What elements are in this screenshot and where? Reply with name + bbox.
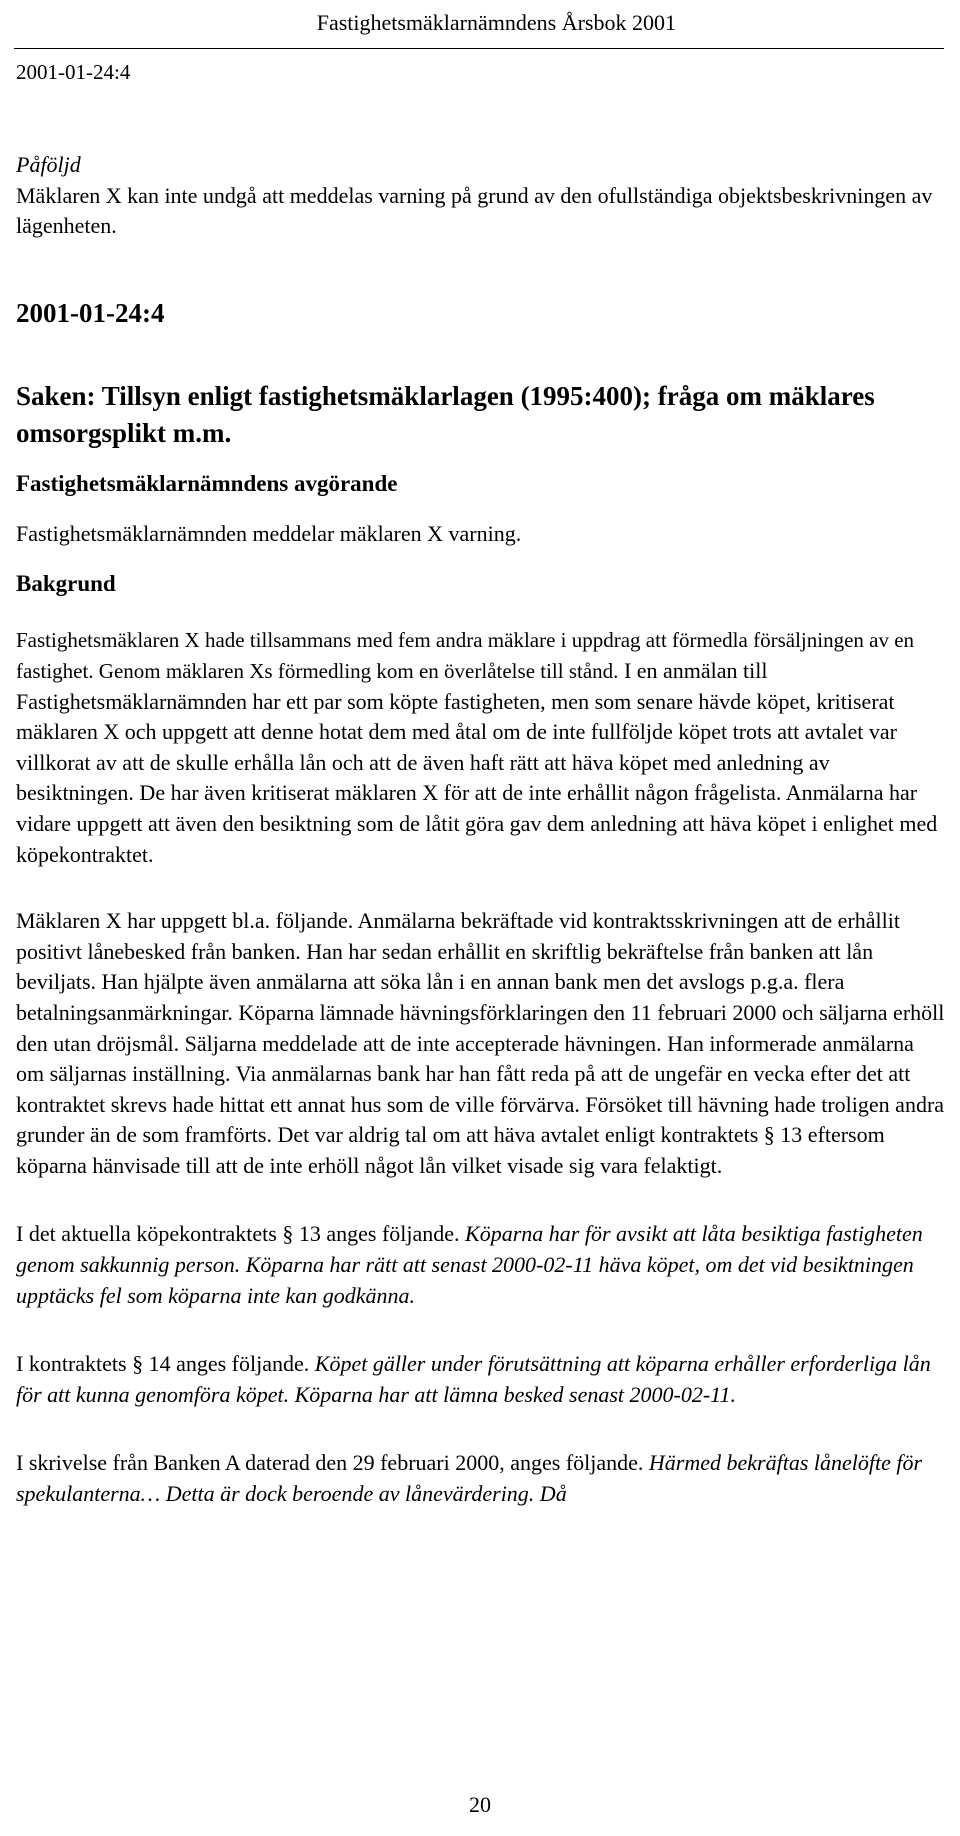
header-divider bbox=[14, 48, 944, 49]
penalty-heading: Påföljd bbox=[16, 152, 81, 177]
background-paragraph-2: Mäklaren X har uppgett bl.a. följande. Anmälarna bekräftade vid kontraktsskrivningen att de erhållit positivt lånebesked från banken. Han har sedan erhållit en skriftlig bekräftelse från banken att lån beviljats. Han hjälpte även anmälarna att söka lån i en annan bank men det avslogs p.g.a. flera betalningsanmärkningar. Köparna lämnade hävningsförklaringen den 11 februari 2000 och säljarna erhöll den utan dröjsmål. Säljarna meddelade att de inte accepterade hävningen. Han informerade anmälarna om säljarnas inställning. Via anmälarnas bank har han fått reda på att de ungefär en vecka efter det att kontraktet skrevs hade hittat ett annat hus som de ville förvärva. Försöket till hävning hade troligen andra grunder än de som framförts. Det var aldrig tal om att häva avtalet enligt kontraktets § 13 eftersom köparna hänvisade till att de inte erhöll något lån vilket visade sig vara felaktigt. bbox=[16, 908, 945, 1178]
background-paragraph-1-intro: Fastighetsmäklaren X hade tillsammans med fem andra mäklare i uppdrag att förmedla försäljningen av en fastighet. Genom mäklaren Xs förmedling kom en överlåtelse till stånd. bbox=[16, 628, 915, 683]
page-number: 20 bbox=[469, 1792, 491, 1817]
contract-clause-14-intro: I kontraktets § 14 anges följande. bbox=[16, 1351, 310, 1377]
contract-clause-13 bbox=[16, 1219, 946, 1311]
bank-letter-paragraph bbox=[16, 1448, 946, 1509]
running-header-title: Fastighetsmäklarnämndens Årsbok 2001 bbox=[316, 10, 676, 35]
background-heading: Bakgrund bbox=[16, 571, 116, 597]
case-subject: Saken: Tillsyn enligt fastighetsmäklarlagen (1995:400); fråga om mäklares omsorgsplikt m.m. bbox=[16, 380, 875, 449]
contract-clause-14 bbox=[16, 1349, 946, 1410]
background-paragraph-1-rest: I en anmälan till Fastighetsmäklarnämnden har ett par som köpte fastigheten, men som senare hävde köpet, kritiserat mäklaren X och uppgett att denne hotat dem med åtal om de inte fullföljde köpet trots att avtalet var villkorat av att de skulle erhålla lån och att de även haft rätt att häva köpet med anledning av besiktningen. De har även kritiserat mäklaren X för att de inte erhållit någon frågelista. Anmälarna har vidare uppgett att även den besiktning som de låtit göra gav dem anledning att häva köpet i enlighet med köpekontraktet. bbox=[16, 657, 938, 867]
penalty-text: Mäklaren X kan inte undgå att meddelas varning på grund av den ofullständiga objektsbeskrivningen av lägenheten. bbox=[16, 182, 933, 239]
case-number: 2001-01-24:4 bbox=[16, 297, 165, 328]
contract-clause-13-quote: Köparna har för avsikt att låta besiktiga fastigheten genom sakkunnig person. Köparna har rätt att senast 2000-02-11 häva köpet, om det vid besiktningen upptäcks fel som köparna inte kan godkänna. bbox=[16, 1221, 923, 1308]
contract-clause-13-intro: I det aktuella köpekontraktets § 13 anges följande. bbox=[16, 1221, 460, 1247]
decision-heading: Fastighetsmäklarnämndens avgörande bbox=[16, 470, 398, 496]
bank-letter-quote: Härmed bekräftas lånelöfte för spekulanterna… Detta är dock beroende av lånevärdering. Då bbox=[16, 1450, 923, 1507]
contract-clause-14-quote: Köpet gäller under förutsättning att köparna erhåller erforderliga lån för att kunna genomföra köpet. Köparna har att lämna besked senast 2000-02-11. bbox=[16, 1351, 931, 1407]
document-body bbox=[16, 150, 946, 1510]
bank-letter-intro: I skrivelse från Banken A daterad den 29 februari 2000, anges följande. bbox=[16, 1450, 644, 1476]
running-header-case-ref: 2001-01-24:4 bbox=[16, 60, 131, 84]
decision-text: Fastighetsmäklarnämnden meddelar mäklaren X varning. bbox=[16, 520, 522, 546]
background-paragraph-1 bbox=[16, 625, 946, 870]
